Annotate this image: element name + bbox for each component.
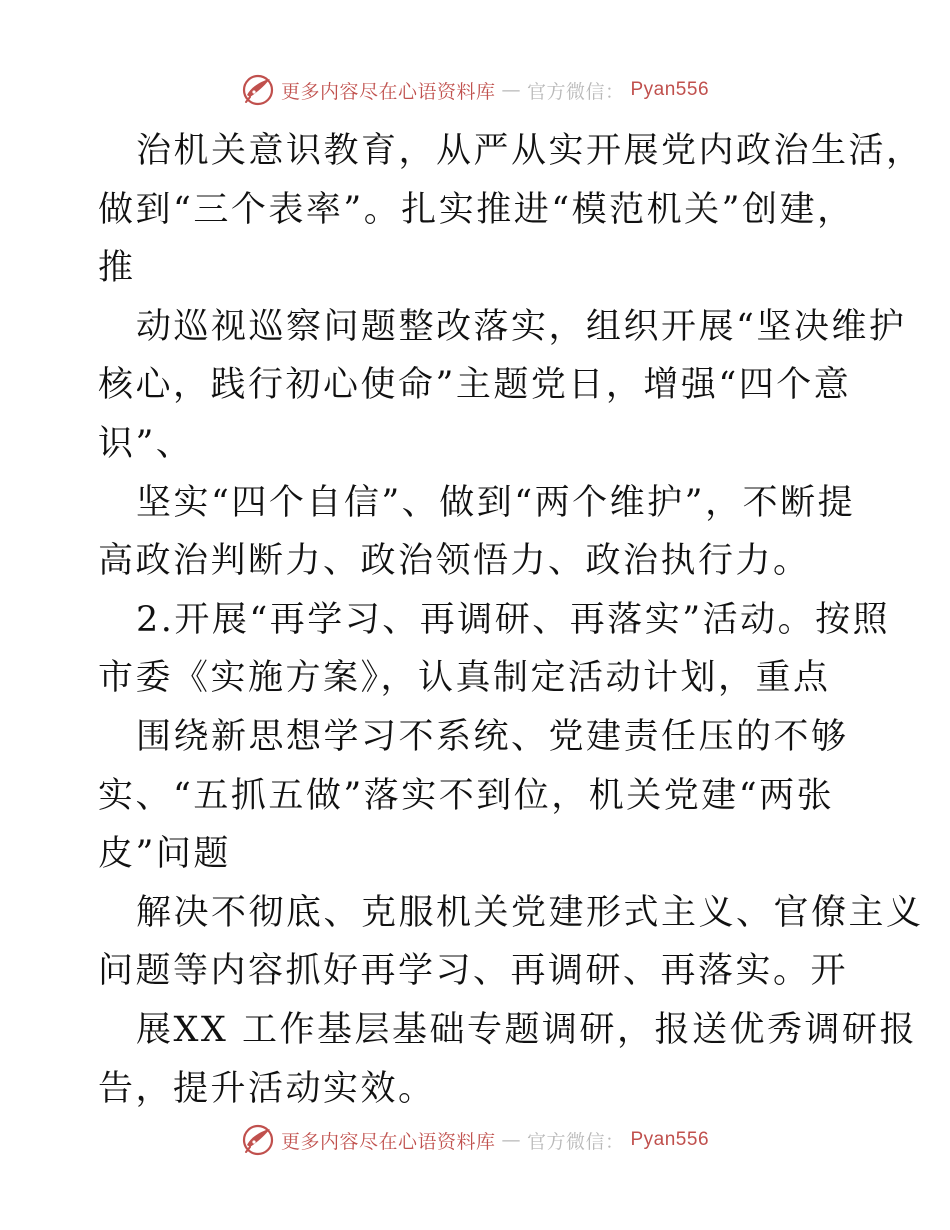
text-line: 推 (98, 248, 136, 289)
text-line: 实、“五抓五做”落实不到位，机关党建“两张 (98, 775, 835, 816)
text-line: 皮”问题 (98, 834, 231, 875)
text-line: 治机关意识教育，从严从实开展党内政治生活， (136, 131, 924, 171)
quill-logo-icon (241, 73, 275, 107)
banner-separator: — (501, 1129, 521, 1151)
text-line: 高政治判断力、政治领悟力、政治执行力。 (98, 541, 811, 582)
banner-separator: — (501, 79, 521, 101)
text-line: 动巡视巡察问题整改落实，组织开展“坚决维护 (136, 306, 907, 347)
text-line: 2.开展“再学习、再调研、再落实”活动。按照 (136, 599, 891, 640)
text-line: 核心，践行初心使命”主题党日，增强“四个意 (98, 365, 852, 406)
text-line: 做到“三个表率”。扎实推进“模范机关”创建， (98, 189, 855, 230)
banner-contact-label: 官方微信： (526, 80, 625, 103)
footer-watermark-banner (0, 1120, 950, 1160)
text-line: 问题等内容抓好再学习、再调研、再落实。开 (98, 951, 849, 992)
text-line: 市委《实施方案》，认真制定活动计划，重点 (98, 658, 831, 699)
text-line: 识”、 (98, 423, 194, 464)
text-line: 坚实“四个自信”、做到“两个维护”，不断提 (136, 482, 856, 523)
banner-site-text: 更多内容尽在心语资料库 (280, 1130, 496, 1153)
document-body (98, 122, 924, 1118)
text-line: 告，提升活动实效。 (98, 1068, 436, 1109)
quill-logo-icon (241, 1123, 275, 1157)
text-line: 展XX 工作基层基础专题调研，报送优秀调研报 (136, 1009, 917, 1050)
text-line: 解决不彻底、克服机关党建形式主义、官僚主义 (136, 892, 924, 933)
banner-wechat-id: Pyan556 (630, 1129, 710, 1150)
text-line: 围绕新思想学习不系统、党建责任压的不够 (136, 716, 849, 757)
header-watermark-banner (0, 70, 950, 110)
banner-contact-label: 官方微信： (526, 1130, 625, 1153)
banner-site-text: 更多内容尽在心语资料库 (280, 80, 496, 103)
banner-wechat-id: Pyan556 (630, 79, 710, 100)
